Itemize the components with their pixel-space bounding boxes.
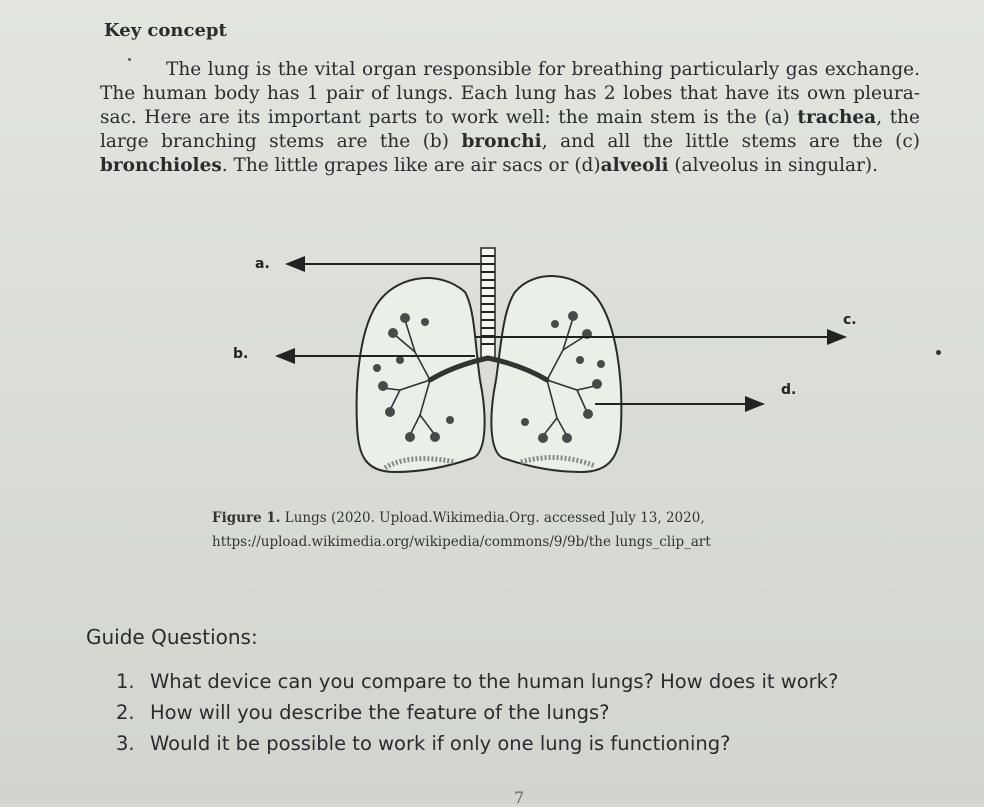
label-a: a. bbox=[255, 256, 270, 272]
question-number: 3. bbox=[116, 732, 135, 755]
stray-dot bbox=[936, 350, 941, 355]
lungs-figure bbox=[225, 240, 865, 500]
term-trachea: trachea bbox=[797, 107, 877, 128]
left-lung bbox=[357, 278, 485, 472]
trachea-shape bbox=[481, 248, 495, 358]
key-concept-paragraph bbox=[100, 58, 920, 178]
figure-caption bbox=[212, 506, 711, 554]
question-number: 1. bbox=[116, 670, 135, 693]
label-d: d. bbox=[781, 382, 797, 398]
caption-label: Figure 1. bbox=[212, 510, 281, 526]
term-bronchioles: bronchioles bbox=[100, 155, 222, 176]
paragraph-text: , the large branching stems are the (b) bbox=[100, 107, 921, 152]
term-alveoli: alveoli bbox=[600, 155, 669, 176]
caption-line-2: https://upload.wikimedia.org/wikipedia/commons/9/9b/the lungs_clip_art bbox=[212, 534, 711, 550]
paragraph-text: (alveolus in singular). bbox=[668, 155, 879, 176]
label-b: b. bbox=[233, 346, 249, 362]
right-lung bbox=[491, 276, 621, 472]
paragraph-text: The lung is the vital organ responsible for breathing particularly gas exchange. The human body has 1 pair of lungs. Each lung has 2 lobes that have its own pleura-sac. Here are its important parts to work well: the main stem is the (a) bbox=[100, 59, 920, 128]
page-number: 7 bbox=[514, 788, 525, 807]
question-text: What device can you compare to the human lungs? How does it work? bbox=[150, 670, 839, 693]
guide-title: Guide Questions: bbox=[86, 625, 258, 649]
caption-line-1: Lungs (2020. Upload.Wikimedia.Org. accessed July 13, 2020, bbox=[284, 510, 705, 526]
label-c: c. bbox=[843, 312, 857, 328]
paragraph-text: . The little grapes like are air sacs or (d) bbox=[221, 155, 601, 176]
question-number: 2. bbox=[116, 701, 135, 724]
guide-questions-list bbox=[116, 670, 838, 763]
question-text: Would it be possible to work if only one lung is functioning? bbox=[150, 732, 731, 755]
question-item bbox=[116, 701, 838, 724]
term-bronchi: bronchi bbox=[461, 131, 542, 152]
question-item bbox=[116, 732, 838, 755]
question-text: How will you describe the feature of the lungs? bbox=[150, 701, 610, 724]
section-heading: Key concept bbox=[104, 20, 227, 41]
lungs-diagram bbox=[225, 240, 865, 500]
paragraph-text: , and all the little stems are the (c) bbox=[541, 131, 920, 152]
question-item bbox=[116, 670, 838, 693]
